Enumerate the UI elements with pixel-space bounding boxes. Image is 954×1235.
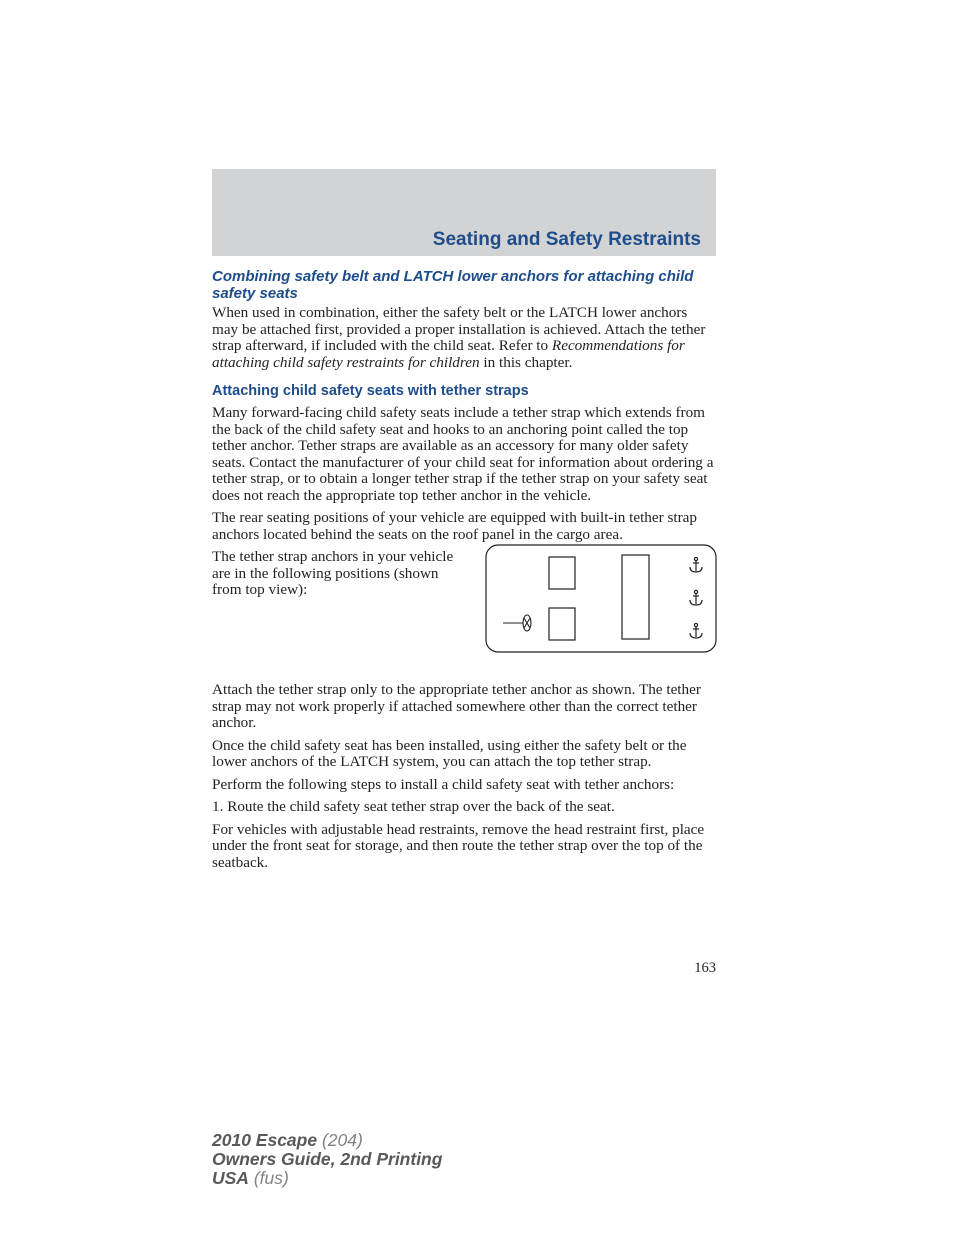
footer-line-model: 2010 Escape (204) [212,1130,363,1150]
section-header-band [212,169,716,256]
subsection-heading-latch: Combining safety belt and LATCH lower anchors for attaching child safety seats [212,268,694,302]
subsection-heading-tether: Attaching child safety seats with tether straps [212,383,529,399]
front-seat-left [549,608,575,640]
paragraph-anchor-positions: The tether strap anchors in your vehicle are in the following positions (shown from top view): [212,548,454,598]
anchor-icon [690,623,702,638]
paragraph-after-install: Once the child safety seat has been installed, using either the safety belt or the lower anchors of the LATCH system, you can attach the top tether strap. [212,736,687,770]
footer-line-edition: Owners Guide, 2nd Printing [212,1149,443,1169]
vehicle-outline [486,545,716,652]
front-seat-right [549,557,575,589]
page-content [212,268,717,877]
anchor-icon [690,590,702,605]
footer-line-market: USA (fus) [212,1168,289,1188]
paragraph-head-restraints: For vehicles with adjustable head restraints, remove the head restraint first, place under the front seat for storage, and then route the tether strap over the top of the seatback. [212,820,705,871]
steering-wheel-icon [503,615,531,631]
section-title: Seating and Safety Restraints [432,229,701,250]
document-footer [212,1131,442,1188]
rear-bench-seat [622,555,649,639]
anchor-figure-row [212,549,717,653]
paragraph-tether-locations: The rear seating positions of your vehicle are equipped with built-in tether strap anchors located behind the seats on the roof panel in the cargo area. [212,509,698,543]
paragraph-latch-combination: When used in combination, either the safety belt or the LATCH lower anchors may be attached first, provided a proper installation is achieved. Attach the tether strap afterward, if included with the child seat. Refer to Recommendations for attaching child safety restraints for children in this chapter. [212,304,706,371]
paragraph-tether-intro: Many forward-facing child safety seats include a tether strap which extends from the back of the child safety seat and hooks to an anchoring point called the top tether anchor. Tether straps are available as an accessory for many older safety seats. Contact the manufacturer of your child seat for information about ordering a tether strap, or to obtain a longer tether strap if the tether strap on your safety seat does not reach the appropriate top tether anchor in the vehicle. [212,404,714,504]
paragraph-attach-warning: Attach the tether strap only to the appropriate tether anchor as shown. The tether strap may not work properly if attached somewhere other than the correct tether anchor. [212,681,701,731]
step-1: 1. Route the child safety seat tether strap over the back of the seat. [212,798,615,815]
cross-reference: Recommendations for attaching child safety restraints for children [212,337,685,371]
paragraph-steps-intro: Perform the following steps to install a child safety seat with tether anchors: [212,775,675,793]
anchor-icon [690,557,702,572]
page-number: 163 [694,960,716,976]
tether-anchor-diagram [485,544,717,653]
